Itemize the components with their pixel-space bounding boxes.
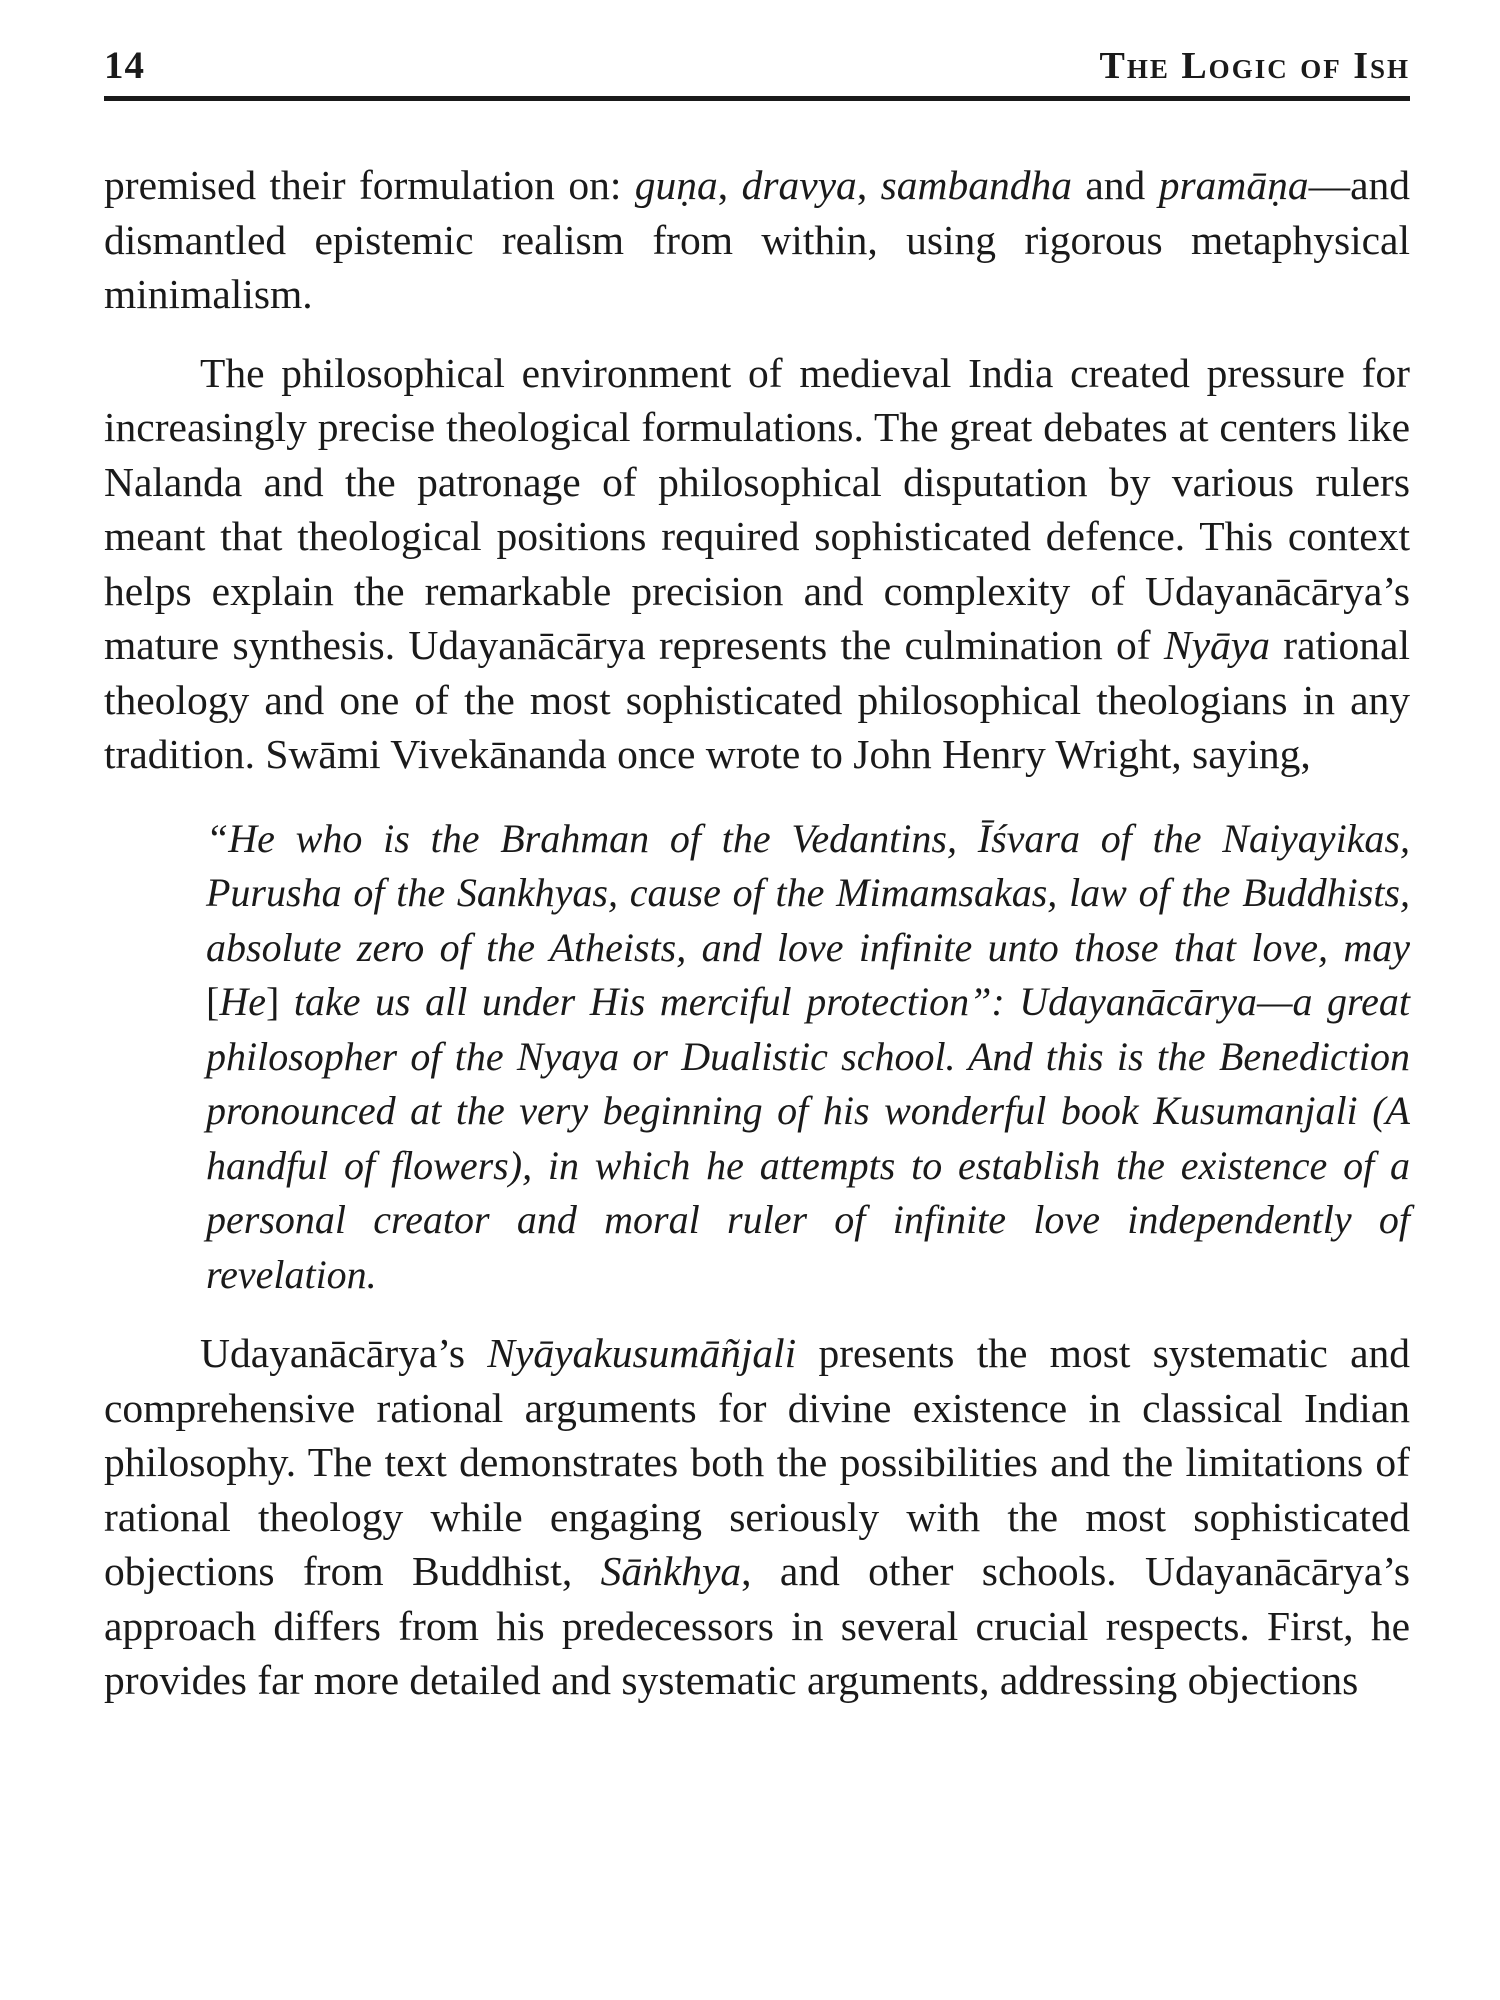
text-run: Udayanācārya’s (200, 1330, 488, 1376)
text-run: and (1071, 162, 1159, 208)
text-run: The philosophical environment of medieval India created pressure for increasingly precise theological formulations. The great debates at centers like Nalanda and the patronage of philosophical disputation by various rulers meant that theological positions required sophisticated defence. This context helps explain the remarkable precision and complexity of Udayanācārya’s mature synthesis. Udayanācārya represents the culmination of (104, 349, 1410, 668)
body-text (104, 158, 1410, 1708)
paragraph-3 (104, 1326, 1410, 1708)
paragraph-1 (104, 158, 1410, 322)
paragraph-2 (104, 346, 1410, 782)
running-title: The Logic of Ish (1099, 45, 1410, 87)
text-run: , (856, 162, 881, 208)
text-run: presents the most systematic and comprehensive rational arguments for divine existence in classical Indian philosophy. The text demonstrates both the possibilities and the limitations of rational theology while engaging seriously with the most sophisticated objections from Buddhist, (104, 1330, 1410, 1594)
text-run: , (717, 162, 742, 208)
bracket-close: ] (265, 979, 280, 1024)
bracket-open: [ (206, 979, 220, 1024)
text-run: , and other schools. Udayanācārya’s approach differs from his predecessors in several crucial respects. First, he provides far more detailed and systematic arguments, addressing objections (104, 1548, 1411, 1703)
term-nyaya: Nyāya (1163, 622, 1270, 668)
term-pramana: pramāṇa (1158, 162, 1309, 208)
quote-run: take us all under His merciful protection”: Udayanācārya—a great philosopher of the Nyaya or Dualistic school. And this is the Benediction pronounced at the very beginning of his wonderful book Kusumanjali (A handful of flowers), in which he attempts to establish the existence of a personal creator and moral ruler of infinite love independently of revelation. (206, 979, 1410, 1297)
quote-run: He (219, 979, 266, 1024)
running-header (104, 40, 1410, 101)
text-run: —and dismantled epistemic realism from within, using rigorous metaphysical minimalism. (104, 162, 1411, 317)
term-nyayakusumanjali: Nyāyakusumāñjali (487, 1330, 797, 1376)
term-sankhya: Sāṅkhya (600, 1548, 742, 1594)
quote-run: “He who is the Brahman of the Vedantins, Īśvara of the Naiyayikas, Purusha of the Sankhyas, cause of the Mimamsakas, law of the Buddhists, absolute zero of the Atheists, and love infinite unto those that love, may (206, 815, 1410, 970)
text-run: rational theology and one of the most sophisticated philosophical theologians in any tradition. Swāmi Vivekānanda once wrote to John Henry Wright, saying, (104, 622, 1411, 777)
term-sambandha: sambandha (880, 162, 1072, 208)
block-quote (206, 812, 1410, 1303)
term-dravya: dravya (741, 162, 857, 208)
text-run: premised their formulation on: (104, 162, 635, 208)
page-number: 14 (104, 44, 145, 87)
term-guna: guṇa (634, 162, 718, 208)
